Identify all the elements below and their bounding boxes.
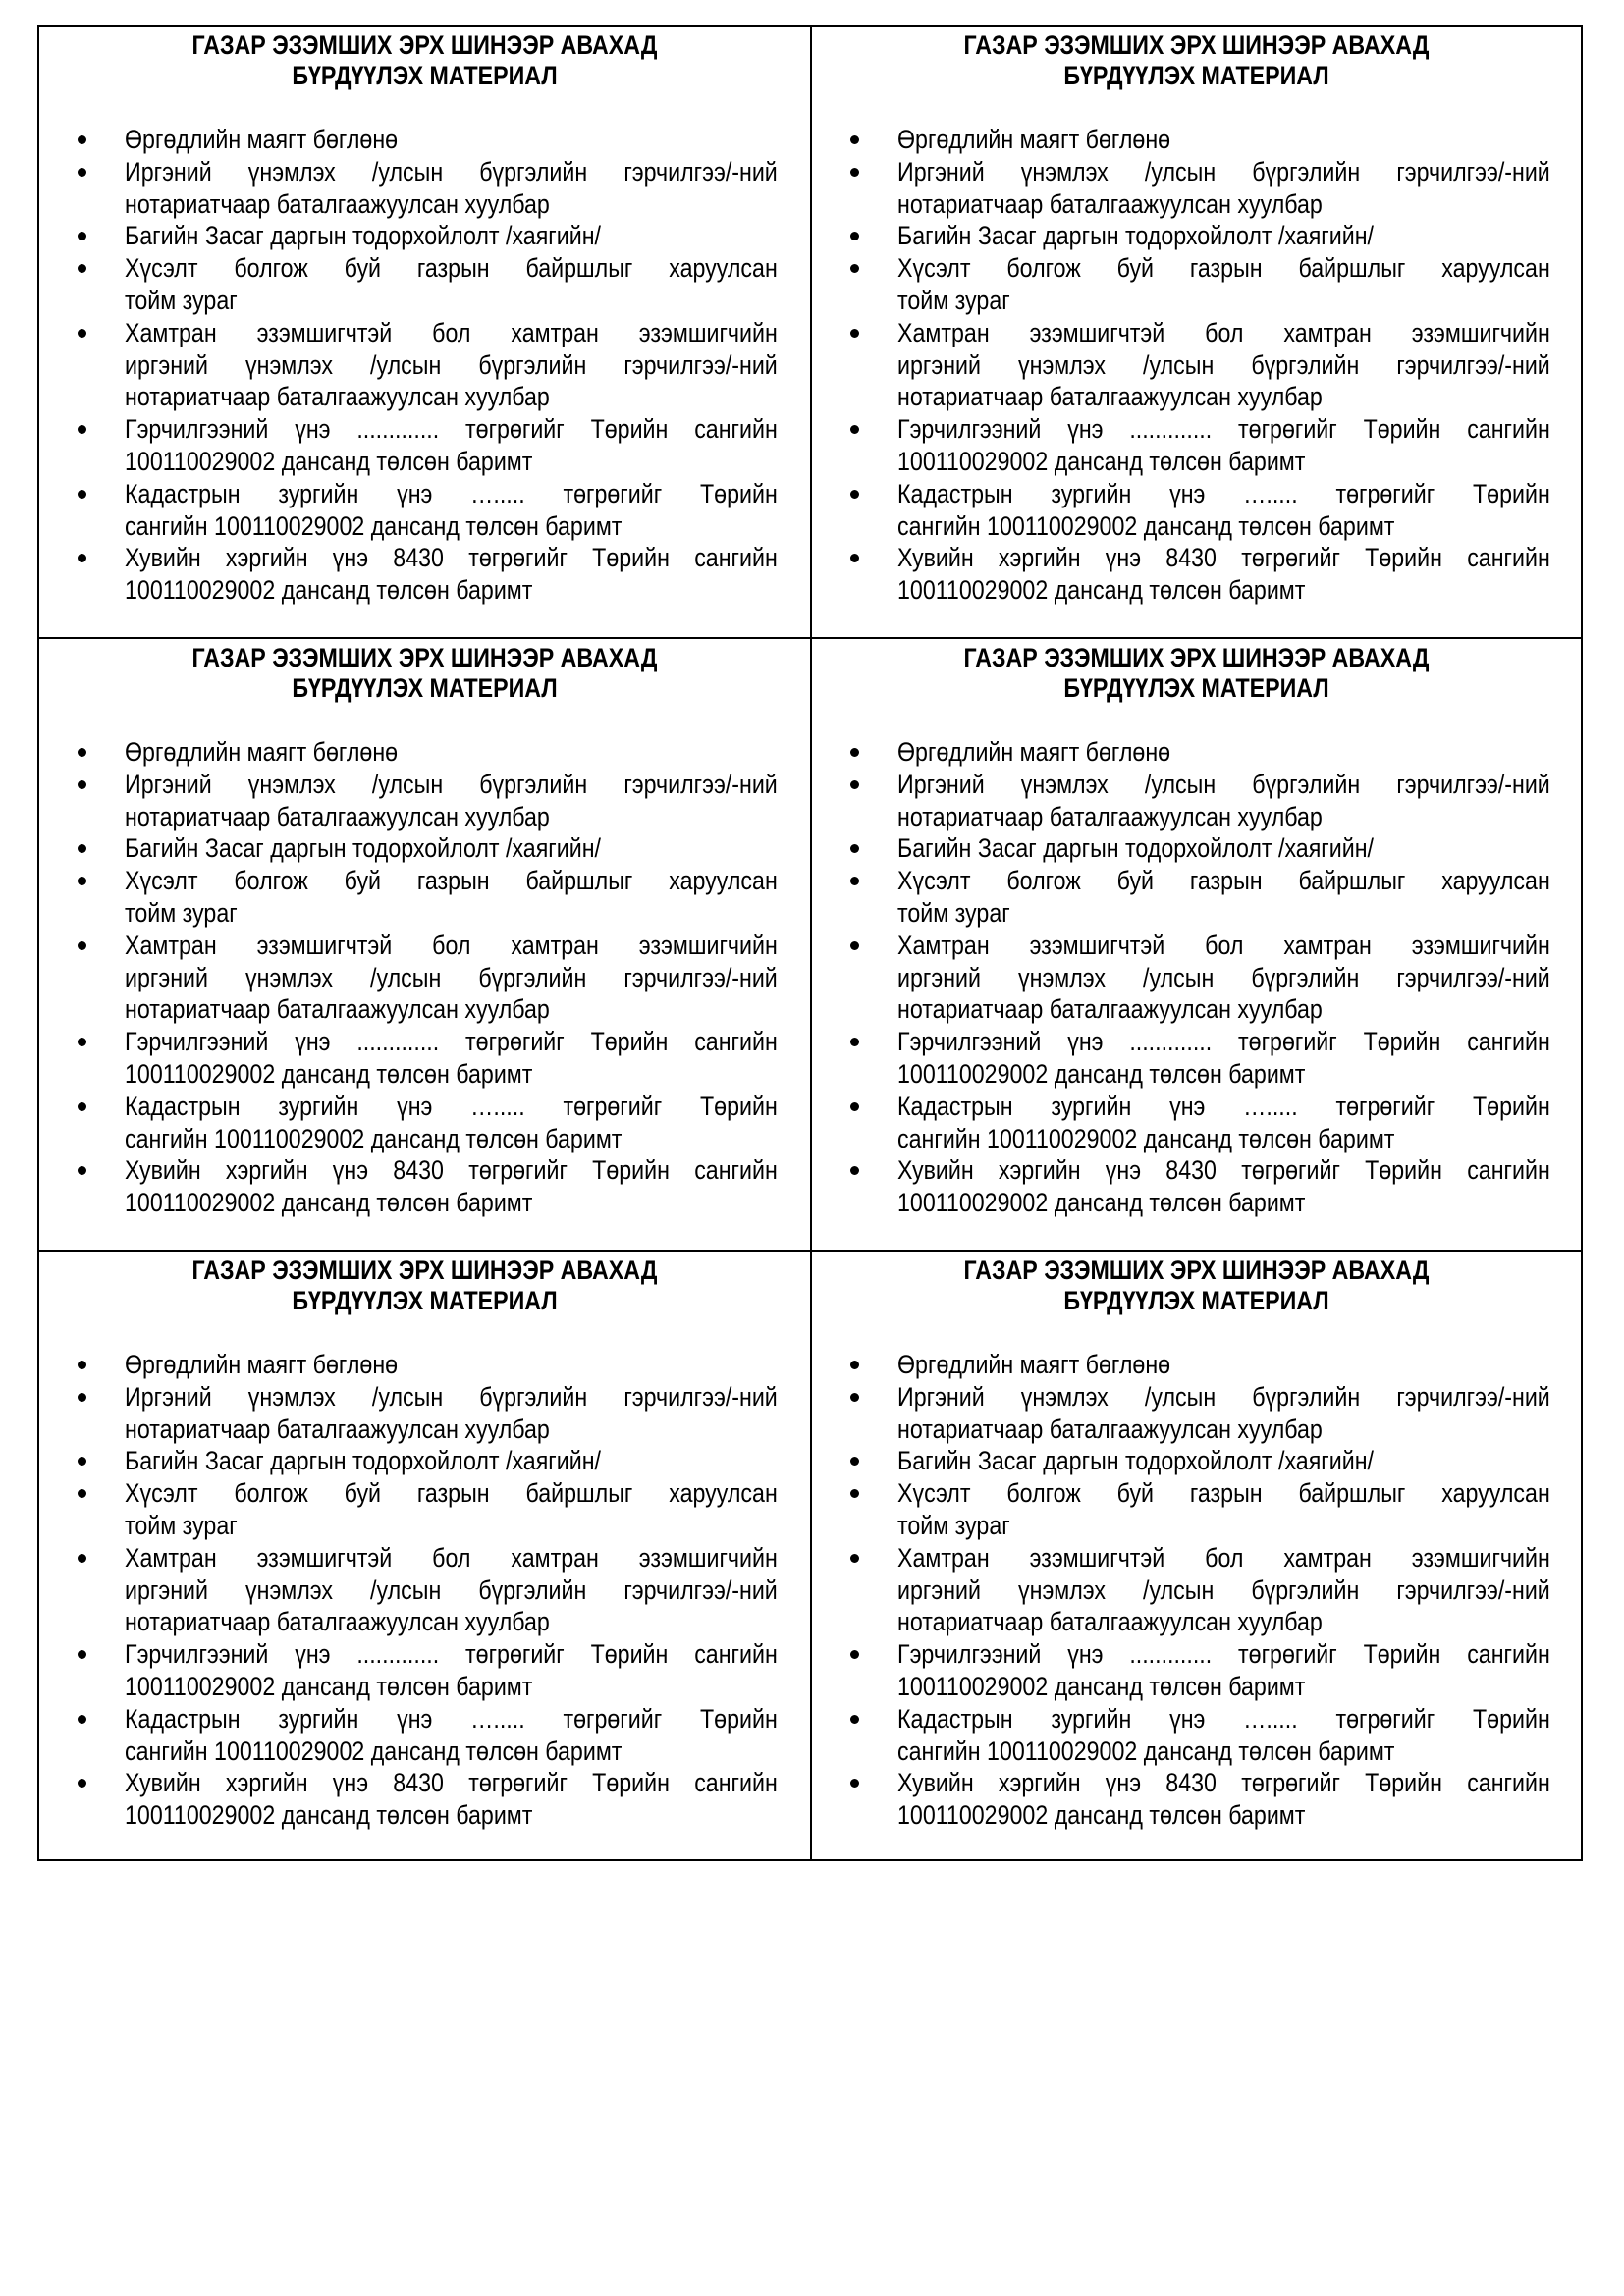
bullet-icon bbox=[78, 490, 86, 499]
bullet-icon bbox=[78, 1102, 86, 1111]
requirement-text-line: Кадастрын зургийн үнэ …..... төгрөгийг Төрийн bbox=[125, 478, 778, 508]
requirement-text-line: Кадастрын зургийн үнэ …..... төгрөгийг Төрийн bbox=[897, 478, 1550, 508]
requirement-item bbox=[812, 930, 1581, 1026]
bullet-icon bbox=[850, 1457, 859, 1466]
requirement-text-line: нотариатчаар баталгаажуулсан хуулбар bbox=[897, 1414, 1323, 1444]
bullet-icon bbox=[78, 1361, 86, 1369]
requirement-item bbox=[39, 769, 812, 833]
requirement-text-line: Гэрчилгээний үнэ ............. төгрөгийг Төрийн сангийн bbox=[125, 414, 778, 445]
requirement-text-line: нотариатчаар баталгаажуулсан хуулбар bbox=[897, 382, 1323, 412]
requirement-item bbox=[812, 1767, 1581, 1832]
requirement-text-line: 100110029002 дансанд төлсөн баримт bbox=[897, 1671, 1306, 1701]
bullet-icon bbox=[850, 780, 859, 789]
bullet-icon bbox=[78, 329, 86, 338]
requirement-text-line: Хувийн хэргийн үнэ 8430 төгрөгийг Төрийн сангийн bbox=[897, 543, 1550, 573]
requirement-item bbox=[812, 478, 1581, 543]
bullet-icon bbox=[850, 844, 859, 853]
requirement-text-line: Гэрчилгээний үнэ ............. төгрөгийг Төрийн сангийн bbox=[897, 1639, 1550, 1670]
bullet-icon bbox=[850, 1489, 859, 1498]
card-title-line: ГАЗАР ЭЗЭМШИХ ЭРХ ШИНЭЭР АВАХАД bbox=[191, 643, 658, 672]
bullet-icon bbox=[850, 1554, 859, 1563]
requirement-text-line: Багийн Засаг даргын тодорхойлолт /хаягийн/ bbox=[897, 221, 1374, 251]
requirement-item bbox=[39, 252, 812, 317]
materials-card bbox=[812, 1252, 1581, 1859]
bullet-icon bbox=[850, 264, 859, 273]
requirements-list bbox=[39, 1349, 812, 1832]
requirement-text-line: нотариатчаар баталгаажуулсан хуулбар bbox=[897, 801, 1323, 831]
requirement-text-line: иргэний үнэмлэх /улсын бүргэлийн гэрчилгээ/-ний bbox=[897, 1575, 1550, 1605]
requirement-text-line: сангийн 100110029002 дансанд төлсөн баримт bbox=[125, 1123, 623, 1153]
requirement-item bbox=[39, 1767, 812, 1832]
requirement-item bbox=[39, 413, 812, 478]
requirement-item bbox=[39, 930, 812, 1026]
bullet-icon bbox=[78, 1650, 86, 1659]
requirement-text-line: нотариатчаар баталгаажуулсан хуулбар bbox=[125, 188, 550, 219]
requirement-text-line: Хүсэлт болгож буй газрын байршлыг харуулсан bbox=[125, 253, 778, 284]
bullet-icon bbox=[850, 490, 859, 499]
requirement-text-line: Хүсэлт болгож буй газрын байршлыг харуулсан bbox=[125, 1478, 778, 1509]
requirement-text-line: Хамтран эзэмшигчтэй бол хамтран эзэмшигчийн bbox=[125, 1542, 778, 1573]
bullet-icon bbox=[78, 941, 86, 950]
bullet-icon bbox=[78, 425, 86, 434]
requirements-list bbox=[812, 1349, 1581, 1832]
requirement-text-line: Өргөдлийн маягт бөглөнө bbox=[897, 125, 1171, 154]
requirement-text-line: нотариатчаар баталгаажуулсан хуулбар bbox=[897, 994, 1323, 1025]
requirement-item bbox=[39, 124, 812, 156]
requirement-text-line: 100110029002 дансанд төлсөн баримт bbox=[125, 575, 533, 606]
requirement-item bbox=[812, 156, 1581, 221]
bullet-icon bbox=[850, 1715, 859, 1724]
requirement-text-line: 100110029002 дансанд төлсөн баримт bbox=[125, 1188, 533, 1218]
card-title-line: БҮРДҮҮЛЭХ МАТЕРИАЛ bbox=[1063, 673, 1329, 703]
requirement-item bbox=[39, 156, 812, 221]
requirement-text-line: сангийн 100110029002 дансанд төлсөн баримт bbox=[897, 1123, 1395, 1153]
requirement-text-line: Кадастрын зургийн үнэ …..... төгрөгийг Төрийн bbox=[897, 1703, 1550, 1734]
requirement-text-line: 100110029002 дансанд төлсөн баримт bbox=[897, 1058, 1306, 1089]
requirement-item bbox=[39, 1091, 812, 1155]
requirement-text-line: Кадастрын зургийн үнэ …..... төгрөгийг Төрийн bbox=[897, 1091, 1550, 1121]
requirement-text-line: Иргэний үнэмлэх /улсын бүргэлийн гэрчилгээ/-ний bbox=[125, 156, 778, 187]
requirement-text-line: Өргөдлийн маягт бөглөнө bbox=[125, 125, 399, 154]
requirement-text-line: Хүсэлт болгож буй газрын байршлыг харуулсан bbox=[897, 1478, 1550, 1509]
card-title-line: ГАЗАР ЭЗЭМШИХ ЭРХ ШИНЭЭР АВАХАД bbox=[191, 30, 658, 60]
bullet-icon bbox=[78, 844, 86, 853]
bullet-icon bbox=[850, 877, 859, 885]
bullet-icon bbox=[850, 1102, 859, 1111]
requirement-text-line: Иргэний үнэмлэх /улсын бүргэлийн гэрчилгээ/-ний bbox=[897, 1381, 1550, 1412]
requirement-item bbox=[812, 124, 1581, 156]
requirement-text-line: Хувийн хэргийн үнэ 8430 төгрөгийг Төрийн сангийн bbox=[897, 1768, 1550, 1798]
requirements-list bbox=[39, 124, 812, 607]
requirement-text-line: Багийн Засаг даргын тодорхойлолт /хаягийн/ bbox=[125, 833, 601, 864]
requirement-text-line: тойм зураг bbox=[125, 285, 238, 315]
card-title bbox=[812, 1255, 1581, 1316]
requirement-text-line: Хамтран эзэмшигчтэй бол хамтран эзэмшигчийн bbox=[897, 930, 1550, 960]
requirement-text-line: Гэрчилгээний үнэ ............. төгрөгийг Төрийн сангийн bbox=[125, 1027, 778, 1057]
bullet-icon bbox=[850, 1361, 859, 1369]
requirement-item bbox=[812, 1703, 1581, 1768]
requirement-item bbox=[39, 865, 812, 930]
requirement-text-line: Багийн Засаг даргын тодорхойлолт /хаягийн/ bbox=[125, 221, 601, 251]
bullet-icon bbox=[78, 168, 86, 177]
bullet-icon bbox=[850, 1779, 859, 1788]
requirement-text-line: 100110029002 дансанд төлсөн баримт bbox=[125, 1058, 533, 1089]
requirement-text-line: тойм зураг bbox=[897, 1510, 1010, 1540]
requirement-item bbox=[39, 1349, 812, 1381]
card-title-line: БҮРДҮҮЛЭХ МАТЕРИАЛ bbox=[292, 61, 558, 90]
requirement-text-line: тойм зураг bbox=[897, 285, 1010, 315]
requirement-text-line: Гэрчилгээний үнэ ............. төгрөгийг Төрийн сангийн bbox=[897, 414, 1550, 445]
requirement-text-line: тойм зураг bbox=[125, 897, 238, 928]
requirement-item bbox=[812, 1477, 1581, 1542]
requirement-item bbox=[39, 317, 812, 413]
bullet-icon bbox=[78, 1166, 86, 1175]
requirement-text-line: Өргөдлийн маягт бөглөнө bbox=[897, 737, 1171, 767]
bullet-icon bbox=[78, 1554, 86, 1563]
bullet-icon bbox=[850, 748, 859, 757]
requirement-item bbox=[812, 252, 1581, 317]
requirement-text-line: 100110029002 дансанд төлсөн баримт bbox=[125, 1800, 533, 1831]
bullet-icon bbox=[78, 1457, 86, 1466]
requirements-list bbox=[812, 736, 1581, 1219]
materials-card bbox=[812, 639, 1581, 1252]
requirement-text-line: иргэний үнэмлэх /улсын бүргэлийн гэрчилгээ/-ний bbox=[125, 1575, 778, 1605]
requirement-text-line: Кадастрын зургийн үнэ …..... төгрөгийг Төрийн bbox=[125, 1703, 778, 1734]
requirement-item bbox=[39, 478, 812, 543]
card-title-line: БҮРДҮҮЛЭХ МАТЕРИАЛ bbox=[1063, 1286, 1329, 1315]
card-title bbox=[39, 30, 810, 91]
requirement-text-line: Багийн Засаг даргын тодорхойлолт /хаягийн/ bbox=[125, 1446, 601, 1476]
requirement-item bbox=[812, 220, 1581, 252]
bullet-icon bbox=[78, 1038, 86, 1046]
card-title bbox=[812, 643, 1581, 704]
requirement-item bbox=[39, 1638, 812, 1703]
card-title-line: ГАЗАР ЭЗЭМШИХ ЭРХ ШИНЭЭР АВАХАД bbox=[963, 1255, 1430, 1285]
materials-card-grid bbox=[37, 25, 1583, 1861]
requirement-text-line: иргэний үнэмлэх /улсын бүргэлийн гэрчилгээ/-ний bbox=[125, 962, 778, 992]
requirement-item bbox=[812, 769, 1581, 833]
bullet-icon bbox=[850, 168, 859, 177]
requirement-text-line: 100110029002 дансанд төлсөн баримт bbox=[897, 575, 1306, 606]
requirement-text-line: 100110029002 дансанд төлсөн баримт bbox=[897, 446, 1306, 476]
card-title-line: БҮРДҮҮЛЭХ МАТЕРИАЛ bbox=[292, 1286, 558, 1315]
bullet-icon bbox=[850, 329, 859, 338]
requirement-item bbox=[812, 1154, 1581, 1219]
requirement-item bbox=[812, 1381, 1581, 1446]
requirement-text-line: Хүсэлт болгож буй газрын байршлыг харуулсан bbox=[125, 866, 778, 896]
requirement-text-line: иргэний үнэмлэх /улсын бүргэлийн гэрчилгээ/-ний bbox=[897, 349, 1550, 380]
requirement-item bbox=[39, 542, 812, 607]
requirement-item bbox=[812, 1445, 1581, 1477]
requirement-text-line: Өргөдлийн маягт бөглөнө bbox=[897, 1350, 1171, 1379]
card-title-line: БҮРДҮҮЛЭХ МАТЕРИАЛ bbox=[292, 673, 558, 703]
requirement-item bbox=[39, 1026, 812, 1091]
requirement-text-line: Хамтран эзэмшигчтэй бол хамтран эзэмшигчийн bbox=[897, 317, 1550, 347]
bullet-icon bbox=[78, 554, 86, 562]
requirement-item bbox=[39, 1703, 812, 1768]
bullet-icon bbox=[78, 232, 86, 240]
materials-card bbox=[812, 27, 1581, 639]
requirement-item bbox=[39, 1542, 812, 1638]
bullet-icon bbox=[78, 748, 86, 757]
requirement-item bbox=[812, 1542, 1581, 1638]
requirement-text-line: нотариатчаар баталгаажуулсан хуулбар bbox=[125, 994, 550, 1025]
requirement-item bbox=[39, 220, 812, 252]
requirement-item bbox=[812, 1349, 1581, 1381]
card-title-line: ГАЗАР ЭЗЭМШИХ ЭРХ ШИНЭЭР АВАХАД bbox=[963, 643, 1430, 672]
requirement-text-line: 100110029002 дансанд төлсөн баримт bbox=[125, 1671, 533, 1701]
requirement-item bbox=[812, 736, 1581, 769]
card-title bbox=[812, 30, 1581, 91]
materials-card bbox=[39, 639, 812, 1252]
bullet-icon bbox=[78, 1779, 86, 1788]
card-title-line: ГАЗАР ЭЗЭМШИХ ЭРХ ШИНЭЭР АВАХАД bbox=[963, 30, 1430, 60]
requirement-item bbox=[39, 736, 812, 769]
requirement-text-line: Иргэний үнэмлэх /улсын бүргэлийн гэрчилгээ/-ний bbox=[897, 156, 1550, 187]
bullet-icon bbox=[78, 877, 86, 885]
requirement-item bbox=[812, 1638, 1581, 1703]
card-title bbox=[39, 643, 810, 704]
bullet-icon bbox=[850, 1650, 859, 1659]
requirement-text-line: нотариатчаар баталгаажуулсан хуулбар bbox=[125, 801, 550, 831]
card-title-line: БҮРДҮҮЛЭХ МАТЕРИАЛ bbox=[1063, 61, 1329, 90]
requirement-item bbox=[39, 1154, 812, 1219]
bullet-icon bbox=[850, 1393, 859, 1402]
bullet-icon bbox=[78, 135, 86, 144]
requirements-list bbox=[39, 736, 812, 1219]
requirement-text-line: Хүсэлт болгож буй газрын байршлыг харуулсан bbox=[897, 253, 1550, 284]
requirement-text-line: иргэний үнэмлэх /улсын бүргэлийн гэрчилгээ/-ний bbox=[897, 962, 1550, 992]
requirement-text-line: Багийн Засаг даргын тодорхойлолт /хаягийн/ bbox=[897, 833, 1374, 864]
requirement-text-line: Хамтран эзэмшигчтэй бол хамтран эзэмшигчийн bbox=[125, 930, 778, 960]
card-title-line: ГАЗАР ЭЗЭМШИХ ЭРХ ШИНЭЭР АВАХАД bbox=[191, 1255, 658, 1285]
requirement-text-line: Хувийн хэргийн үнэ 8430 төгрөгийг Төрийн сангийн bbox=[897, 1155, 1550, 1186]
requirement-item bbox=[39, 1445, 812, 1477]
requirement-text-line: Хувийн хэргийн үнэ 8430 төгрөгийг Төрийн сангийн bbox=[125, 1768, 778, 1798]
requirement-text-line: Хувийн хэргийн үнэ 8430 төгрөгийг Төрийн сангийн bbox=[125, 1155, 778, 1186]
requirement-text-line: Иргэний үнэмлэх /улсын бүргэлийн гэрчилгээ/-ний bbox=[125, 1381, 778, 1412]
bullet-icon bbox=[850, 941, 859, 950]
requirement-text-line: нотариатчаар баталгаажуулсан хуулбар bbox=[897, 1607, 1323, 1637]
bullet-icon bbox=[850, 554, 859, 562]
requirement-text-line: тойм зураг bbox=[897, 897, 1010, 928]
requirement-text-line: сангийн 100110029002 дансанд төлсөн баримт bbox=[897, 1735, 1395, 1766]
requirement-text-line: Кадастрын зургийн үнэ …..... төгрөгийг Төрийн bbox=[125, 1091, 778, 1121]
requirement-text-line: нотариатчаар баталгаажуулсан хуулбар bbox=[125, 382, 550, 412]
requirement-item bbox=[39, 1477, 812, 1542]
bullet-icon bbox=[850, 232, 859, 240]
card-title bbox=[39, 1255, 810, 1316]
requirement-text-line: Хамтран эзэмшигчтэй бол хамтран эзэмшигчийн bbox=[125, 317, 778, 347]
requirements-list bbox=[812, 124, 1581, 607]
requirement-text-line: нотариатчаар баталгаажуулсан хуулбар bbox=[125, 1414, 550, 1444]
bullet-icon bbox=[78, 1489, 86, 1498]
requirement-item bbox=[812, 1091, 1581, 1155]
requirement-text-line: Гэрчилгээний үнэ ............. төгрөгийг Төрийн сангийн bbox=[897, 1027, 1550, 1057]
bullet-icon bbox=[850, 135, 859, 144]
bullet-icon bbox=[78, 780, 86, 789]
requirement-text-line: Багийн Засаг даргын тодорхойлолт /хаягийн/ bbox=[897, 1446, 1374, 1476]
bullet-icon bbox=[78, 264, 86, 273]
requirement-text-line: нотариатчаар баталгаажуулсан хуулбар bbox=[897, 188, 1323, 219]
requirement-item bbox=[812, 542, 1581, 607]
requirement-text-line: 100110029002 дансанд төлсөн баримт bbox=[897, 1800, 1306, 1831]
requirement-item bbox=[39, 832, 812, 865]
requirement-text-line: нотариатчаар баталгаажуулсан хуулбар bbox=[125, 1607, 550, 1637]
materials-card bbox=[39, 27, 812, 639]
requirement-text-line: сангийн 100110029002 дансанд төлсөн баримт bbox=[125, 510, 623, 541]
requirement-item bbox=[812, 832, 1581, 865]
requirement-text-line: иргэний үнэмлэх /улсын бүргэлийн гэрчилгээ/-ний bbox=[125, 349, 778, 380]
requirement-text-line: Өргөдлийн маягт бөглөнө bbox=[125, 1350, 399, 1379]
bullet-icon bbox=[850, 1038, 859, 1046]
bullet-icon bbox=[78, 1715, 86, 1724]
requirement-text-line: Хамтран эзэмшигчтэй бол хамтран эзэмшигчийн bbox=[897, 1542, 1550, 1573]
requirement-item bbox=[812, 865, 1581, 930]
requirement-item bbox=[39, 1381, 812, 1446]
requirement-item bbox=[812, 1026, 1581, 1091]
bullet-icon bbox=[850, 1166, 859, 1175]
requirement-text-line: Өргөдлийн маягт бөглөнө bbox=[125, 737, 399, 767]
requirement-item bbox=[812, 413, 1581, 478]
bullet-icon bbox=[850, 425, 859, 434]
requirement-text-line: 100110029002 дансанд төлсөн баримт bbox=[125, 446, 533, 476]
requirement-text-line: Иргэний үнэмлэх /улсын бүргэлийн гэрчилгээ/-ний bbox=[125, 769, 778, 799]
requirement-item bbox=[812, 317, 1581, 413]
bullet-icon bbox=[78, 1393, 86, 1402]
requirement-text-line: Иргэний үнэмлэх /улсын бүргэлийн гэрчилгээ/-ний bbox=[897, 769, 1550, 799]
requirement-text-line: 100110029002 дансанд төлсөн баримт bbox=[897, 1188, 1306, 1218]
requirement-text-line: Хүсэлт болгож буй газрын байршлыг харуулсан bbox=[897, 866, 1550, 896]
requirement-text-line: сангийн 100110029002 дансанд төлсөн баримт bbox=[897, 510, 1395, 541]
requirement-text-line: Хувийн хэргийн үнэ 8430 төгрөгийг Төрийн сангийн bbox=[125, 543, 778, 573]
requirement-text-line: сангийн 100110029002 дансанд төлсөн баримт bbox=[125, 1735, 623, 1766]
materials-card bbox=[39, 1252, 812, 1859]
requirement-text-line: тойм зураг bbox=[125, 1510, 238, 1540]
requirement-text-line: Гэрчилгээний үнэ ............. төгрөгийг Төрийн сангийн bbox=[125, 1639, 778, 1670]
